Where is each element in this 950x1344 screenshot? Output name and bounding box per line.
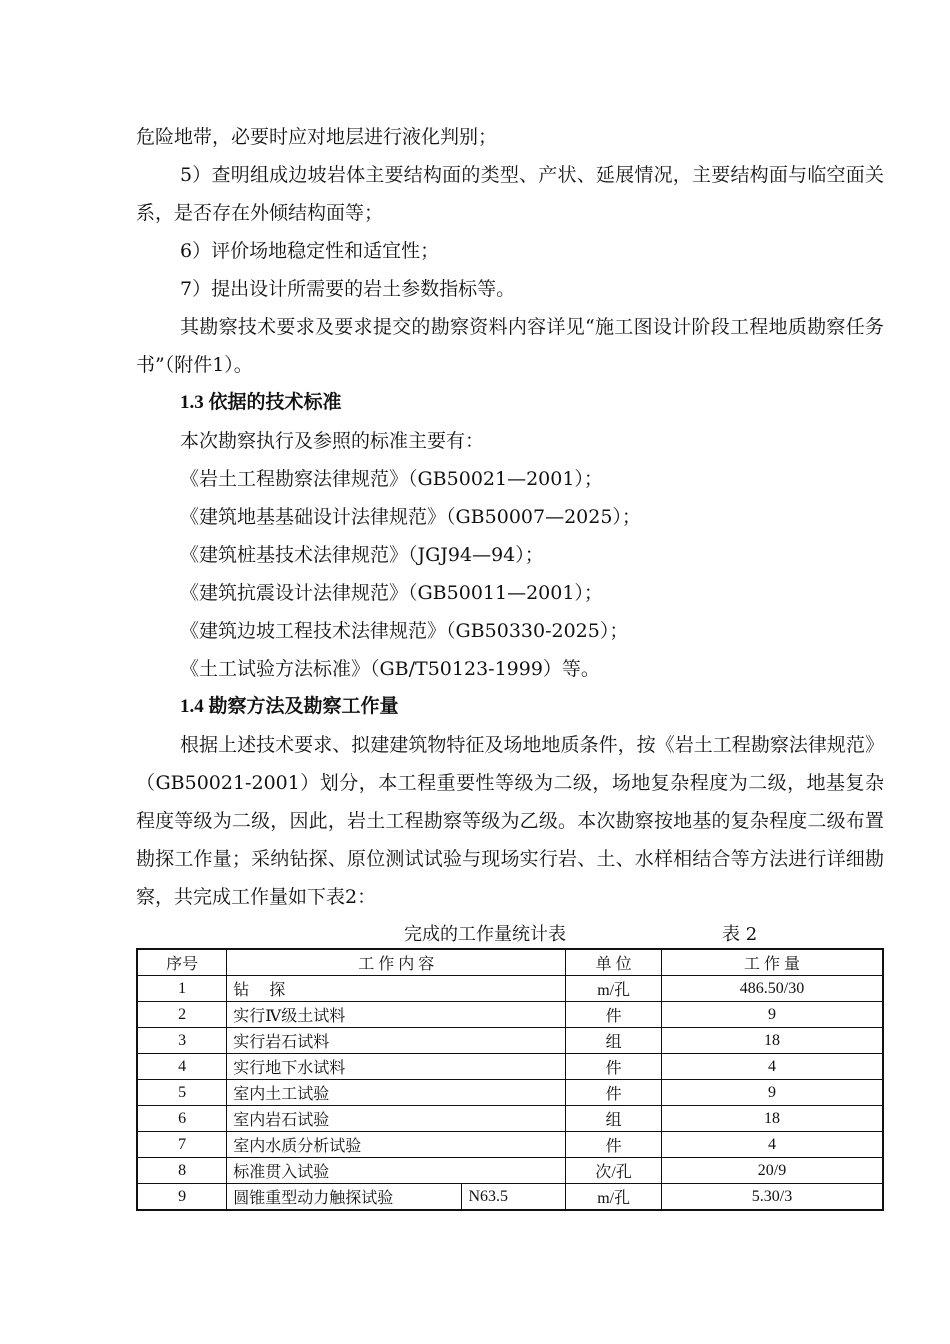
- table-number: 表 2: [722, 924, 758, 945]
- paragraph-item-7: 7）提出设计所需要的岩土参数指标等。: [180, 278, 516, 300]
- cell-amount: 4: [662, 1054, 883, 1080]
- paragraph-continuation: 危险地带，必要时应对地层进行液化判别；: [136, 126, 498, 148]
- table-row: [137, 1002, 883, 1028]
- standards-intro: 本次勘察执行及参照的标准主要有：: [180, 430, 485, 452]
- cell-content: 室内岩石试验: [227, 1106, 566, 1132]
- cell-unit: 组: [566, 1028, 662, 1054]
- standard-item: 《土工试验方法标准》（GB/T50123-1999）等。: [180, 658, 600, 680]
- cell-amount: 486.50/30: [662, 976, 883, 1002]
- section-heading-1-4: 1.4 勘察方法及勘察工作量: [180, 696, 399, 717]
- cell-content: 室内水质分析试验: [227, 1132, 566, 1158]
- cell-no: 2: [137, 1002, 227, 1028]
- cell-amount: 9: [662, 1002, 883, 1028]
- table-row: [137, 1080, 883, 1106]
- cell-no: 8: [137, 1158, 227, 1184]
- document-page: [136, 118, 884, 1211]
- paragraph-item-6: 6）评价场地稳定性和适宜性；: [180, 240, 440, 262]
- cell-unit: m/孔: [566, 976, 662, 1002]
- table-row: [137, 1028, 883, 1054]
- cell-no: 4: [137, 1054, 227, 1080]
- cell-amount: 9: [662, 1080, 883, 1106]
- cell-amount: 4: [662, 1132, 883, 1158]
- cell-content: 实行Ⅳ级土试料: [227, 1002, 566, 1028]
- cell-amount: 5.30/3: [662, 1184, 883, 1211]
- cell-no: 7: [137, 1132, 227, 1158]
- table-title: 完成的工作量统计表: [404, 924, 566, 945]
- cell-no: 3: [137, 1028, 227, 1054]
- workload-table: [136, 948, 884, 1211]
- paragraph-requirements: 其勘察技术要求及要求提交的勘察资料内容详见“施工图设计阶段工程地质勘察任务书”（附件1）。: [136, 316, 884, 376]
- cell-extra: N63.5: [462, 1184, 566, 1211]
- table-row: [137, 1184, 883, 1211]
- standard-item: 《建筑地基基础设计法律规范》（GB50007—2025）；: [180, 506, 641, 528]
- cell-content: 实行岩石试料: [227, 1028, 566, 1054]
- cell-content: 圆锥重型动力触探试验: [227, 1184, 462, 1211]
- cell-no: 1: [137, 976, 227, 1002]
- cell-unit: 件: [566, 1054, 662, 1080]
- header-unit: 单 位: [566, 949, 662, 976]
- cell-no: 5: [137, 1080, 227, 1106]
- table-caption: [136, 916, 884, 946]
- table-body: [137, 976, 883, 1211]
- table-row: [137, 1132, 883, 1158]
- cell-content: 室内土工试验: [227, 1080, 566, 1106]
- table-row: [137, 1158, 883, 1184]
- standard-item: 《建筑抗震设计法律规范》（GB50011—2001）；: [180, 582, 603, 604]
- header-amount: 工 作 量: [662, 949, 883, 976]
- cell-no: 6: [137, 1106, 227, 1132]
- cell-unit: 次/孔: [566, 1158, 662, 1184]
- table-row: [137, 1054, 883, 1080]
- cell-amount: 18: [662, 1106, 883, 1132]
- cell-content: 实行地下水试料: [227, 1054, 566, 1080]
- table-header-row: [137, 949, 883, 976]
- cell-amount: 18: [662, 1028, 883, 1054]
- cell-no: 9: [137, 1184, 227, 1211]
- paragraph-item-5: 5）查明组成边坡岩体主要结构面的类型、产状、延展情况，主要结构面与临空面关系，是否存在外倾结构面等；: [136, 164, 884, 224]
- header-content: 工 作 内 容: [227, 949, 566, 976]
- cell-unit: 件: [566, 1132, 662, 1158]
- cell-amount: 20/9: [662, 1158, 883, 1184]
- standard-item: 《建筑边坡工程技术法律规范》（GB50330-2025）；: [180, 620, 629, 642]
- standard-item: 《岩土工程勘察法律规范》（GB50021—2001）；: [180, 468, 603, 490]
- cell-content: 标准贯入试验: [227, 1158, 566, 1184]
- table-row: [137, 1106, 883, 1132]
- cell-unit: m/孔: [566, 1184, 662, 1211]
- table-row: [137, 976, 883, 1002]
- cell-unit: 件: [566, 1002, 662, 1028]
- section-1-4-body: 根据上述技术要求、拟建建筑物特征及场地地质条件，按《岩土工程勘察法律规范》（GB50021-2001）划分，本工程重要性等级为二级，场地复杂程度为二级，地基复杂程度等级为二级，因此，岩土工程勘察等级为乙级。本次勘察按地基的复杂程度二级布置勘探工作量；采纳钻探、原位测试试验与现场实行岩、土、水样相结合等方法进行详细勘察，共完成工作量如下表2：: [136, 734, 884, 908]
- cell-unit: 组: [566, 1106, 662, 1132]
- standards-list: [136, 460, 884, 688]
- cell-content: 钻 探: [227, 976, 566, 1002]
- cell-unit: 件: [566, 1080, 662, 1106]
- section-heading-1-3: 1.3 依据的技术标准: [180, 392, 342, 413]
- standard-item: 《建筑桩基技术法律规范》（JGJ94—94）；: [180, 544, 544, 566]
- header-no: 序号: [137, 949, 227, 976]
